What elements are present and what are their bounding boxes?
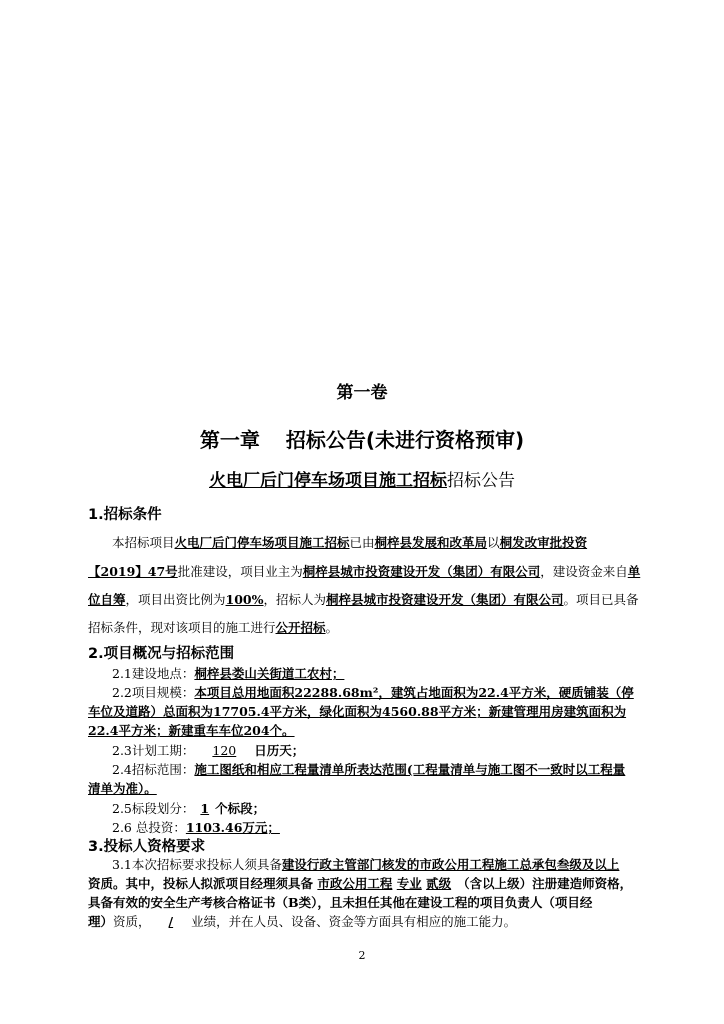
text: ，建设资金来自 xyxy=(540,564,628,579)
item-2-3 xyxy=(112,741,664,759)
volume-title: 第一卷 xyxy=(336,383,388,403)
construction-site: 桐梓县娄山关街道工农村； xyxy=(194,666,345,681)
text: 。项目已具备 xyxy=(563,592,639,607)
label: 2.1建设地点： xyxy=(112,666,195,681)
project-owner: 桐梓县城市投资建设开发（集团）有限公司 xyxy=(302,564,541,579)
item-2-6 xyxy=(112,818,664,836)
text: 已由 xyxy=(349,535,375,550)
label: 2.3计划工期： xyxy=(112,743,195,758)
text: 资质， xyxy=(113,914,151,929)
subtitle-project: 火电厂后门停车场项目施工招标 xyxy=(209,471,447,491)
section-3-line-2 xyxy=(88,874,640,892)
text: 理） xyxy=(88,914,114,929)
approval-dept: 桐梓县发展和改革局 xyxy=(374,535,488,550)
chapter-heading xyxy=(0,424,724,453)
section-1-line-4 xyxy=(88,618,640,636)
text: 。 xyxy=(325,620,339,635)
chapter-title: 招标公告(未进行资格预审) xyxy=(285,428,525,452)
text: 招标条件，现对该项目的施工进行 xyxy=(88,620,276,635)
item-2-4-line-2 xyxy=(88,779,640,797)
tender-method: 公开招标 xyxy=(275,620,326,635)
fund-source: 单 xyxy=(627,564,641,579)
item-2-4 xyxy=(112,760,664,778)
section-1-line-3 xyxy=(88,590,640,608)
text: 以 xyxy=(487,535,500,550)
tender-scope: 施工图纸和相应工程量清单所表达范围(工程量清单与施工图不一致时以工程量 xyxy=(194,762,626,777)
item-2-1 xyxy=(112,664,664,682)
subtitle-suffix: 招标公告 xyxy=(447,471,515,491)
text: （含以上级）注册建造师资格， xyxy=(457,876,633,891)
section-1-heading: 1.招标条件 xyxy=(88,507,162,523)
pm-grade: 贰级 xyxy=(426,876,452,891)
approval-doc-number: 【2019】47号 xyxy=(88,564,178,579)
total-investment: 1103.46万元； xyxy=(185,820,280,835)
label: 2.5标段划分： xyxy=(112,801,195,816)
label: 2.4招标范围： xyxy=(112,762,195,777)
section-3-heading: 3.投标人资格要求 xyxy=(88,839,206,855)
qualification: 建设行政主管部门核发的市政公用工程施工总承包叁级及以上 xyxy=(281,857,620,872)
text: 业绩，并在人员、设备、资金等方面具有相应的施工能力。 xyxy=(191,914,517,929)
section-3-line-4 xyxy=(88,912,640,930)
performance-blank: / xyxy=(168,914,174,929)
text: 3.1本次招标要求投标人须具备 xyxy=(112,857,282,872)
duration-days: 120 xyxy=(212,743,237,758)
chapter-number: 第一章 xyxy=(199,428,260,452)
text: 批准建设，项目业主为 xyxy=(177,564,303,579)
page-number: 2 xyxy=(358,949,366,962)
lot-count: 1 xyxy=(200,801,210,816)
text: 专业 xyxy=(396,876,422,891)
item-2-2 xyxy=(112,683,664,701)
item-2-2-line-3 xyxy=(88,721,640,739)
section-1-line-2 xyxy=(88,562,640,580)
section-3-line-3 xyxy=(88,893,640,911)
item-2-2-line-2 xyxy=(88,702,640,720)
pm-specialty: 市政公用工程 xyxy=(317,876,393,891)
tenderer: 桐梓县城市投资建设开发（集团）有限公司 xyxy=(326,592,564,607)
text: 具备有效的安全生产考核合格证书（B类），且未担任其他在建设工程的项目负责人（项目经 xyxy=(88,895,593,910)
project-scale: 车位及道路）总面积为17705.4平方米，绿化面积为4560.88平方米；新建管理用房建筑面积为 xyxy=(88,704,627,719)
announcement-subtitle xyxy=(0,466,724,491)
text: 资质。其中，投标人拟派项目经理须具备 xyxy=(88,876,314,891)
text: 本招标项目 xyxy=(112,535,175,550)
label: 2.6 总投资： xyxy=(112,820,186,835)
label: 2.2项目规模： xyxy=(112,685,195,700)
item-2-5 xyxy=(112,799,664,817)
section-2-heading: 2.项目概况与招标范围 xyxy=(88,646,235,662)
section-3-line-1 xyxy=(112,855,664,873)
project-scale: 本项目总用地面积22288.68m²，建筑占地面积为22.4平方米，硬质铺装（停 xyxy=(194,685,634,700)
approval-doc: 桐发改审批投资 xyxy=(499,535,588,550)
section-1-line-1 xyxy=(112,533,664,551)
project-name: 火电厂后门停车场项目施工招标 xyxy=(174,535,350,550)
project-scale: 22.4平方米；新建重车车位204个。 xyxy=(88,723,295,738)
text: 日历天； xyxy=(254,743,305,758)
fund-source: 位自筹 xyxy=(88,592,126,607)
text: 个标段； xyxy=(215,801,266,816)
text: ，招标人为 xyxy=(263,592,327,607)
text: ，项目出资比例为 xyxy=(125,592,226,607)
funding-ratio: 100% xyxy=(225,592,264,607)
tender-scope: 清单为准）。 xyxy=(88,781,157,796)
